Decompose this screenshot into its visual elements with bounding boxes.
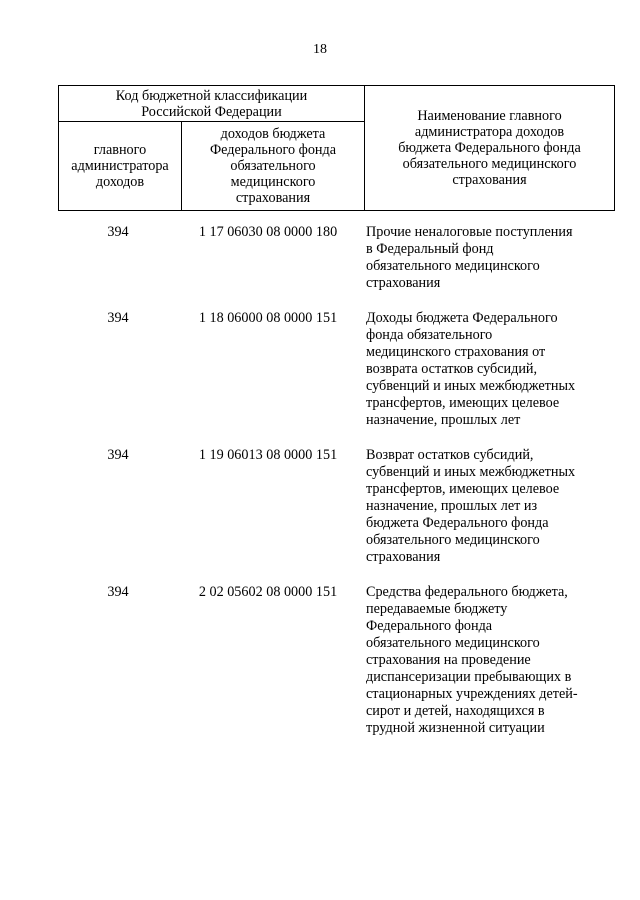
table-row xyxy=(58,447,615,566)
page-number: 18 xyxy=(313,42,327,57)
revenue-code-cell: 1 17 06030 08 0000 180 xyxy=(198,224,338,240)
admin-name-header: Наименование главного администратора доходов бюджета Федерального фонда обязательного медицинского страхования xyxy=(365,86,615,211)
table-row xyxy=(58,224,615,292)
admin-code-cell: 394 xyxy=(107,584,129,600)
table-row xyxy=(58,584,615,737)
chief-admin-header: главного администратора доходов xyxy=(59,122,182,211)
revenue-name-cell: Средства федерального бюджета, передаваемые бюджету Федерального фонда обязательного медицинского страхования на проведение диспансеризации пребывающих в стационарных учреждениях детей- сирот и детей, находящихся в трудной жизненной ситуации xyxy=(366,584,578,736)
revenue-code-cell: 2 02 05602 08 0000 151 xyxy=(198,584,338,600)
admin-code-cell: 394 xyxy=(107,224,129,240)
budget-classification-header: Код бюджетной классификации Российской Федерации xyxy=(59,86,365,122)
admin-code-cell: 394 xyxy=(107,447,129,463)
revenue-code-cell: 1 19 06013 08 0000 151 xyxy=(198,447,338,463)
revenue-name-cell: Доходы бюджета Федерального фонда обязательного медицинского страхования от возврата остатков субсидий, субвенций и иных межбюджетных трансфертов, имеющих целевое назначение, прошлых лет xyxy=(366,310,576,428)
table-body xyxy=(58,224,615,755)
revenue-code-cell: 1 18 06000 08 0000 151 xyxy=(198,310,338,326)
revenue-code-header: доходов бюджета Федерального фонда обязательного медицинского страхования xyxy=(182,122,365,211)
admin-code-cell: 394 xyxy=(107,310,129,326)
table-row xyxy=(58,310,615,429)
revenue-name-cell: Возврат остатков субсидий, субвенций и иных межбюджетных трансфертов, имеющих целевое назначение, прошлых лет из бюджета Федерального фонда обязательного медицинского страхования xyxy=(366,447,576,565)
revenue-name-cell: Прочие неналоговые поступления в Федеральный фонд обязательного медицинского страхования xyxy=(366,224,573,291)
table-header xyxy=(58,85,615,211)
